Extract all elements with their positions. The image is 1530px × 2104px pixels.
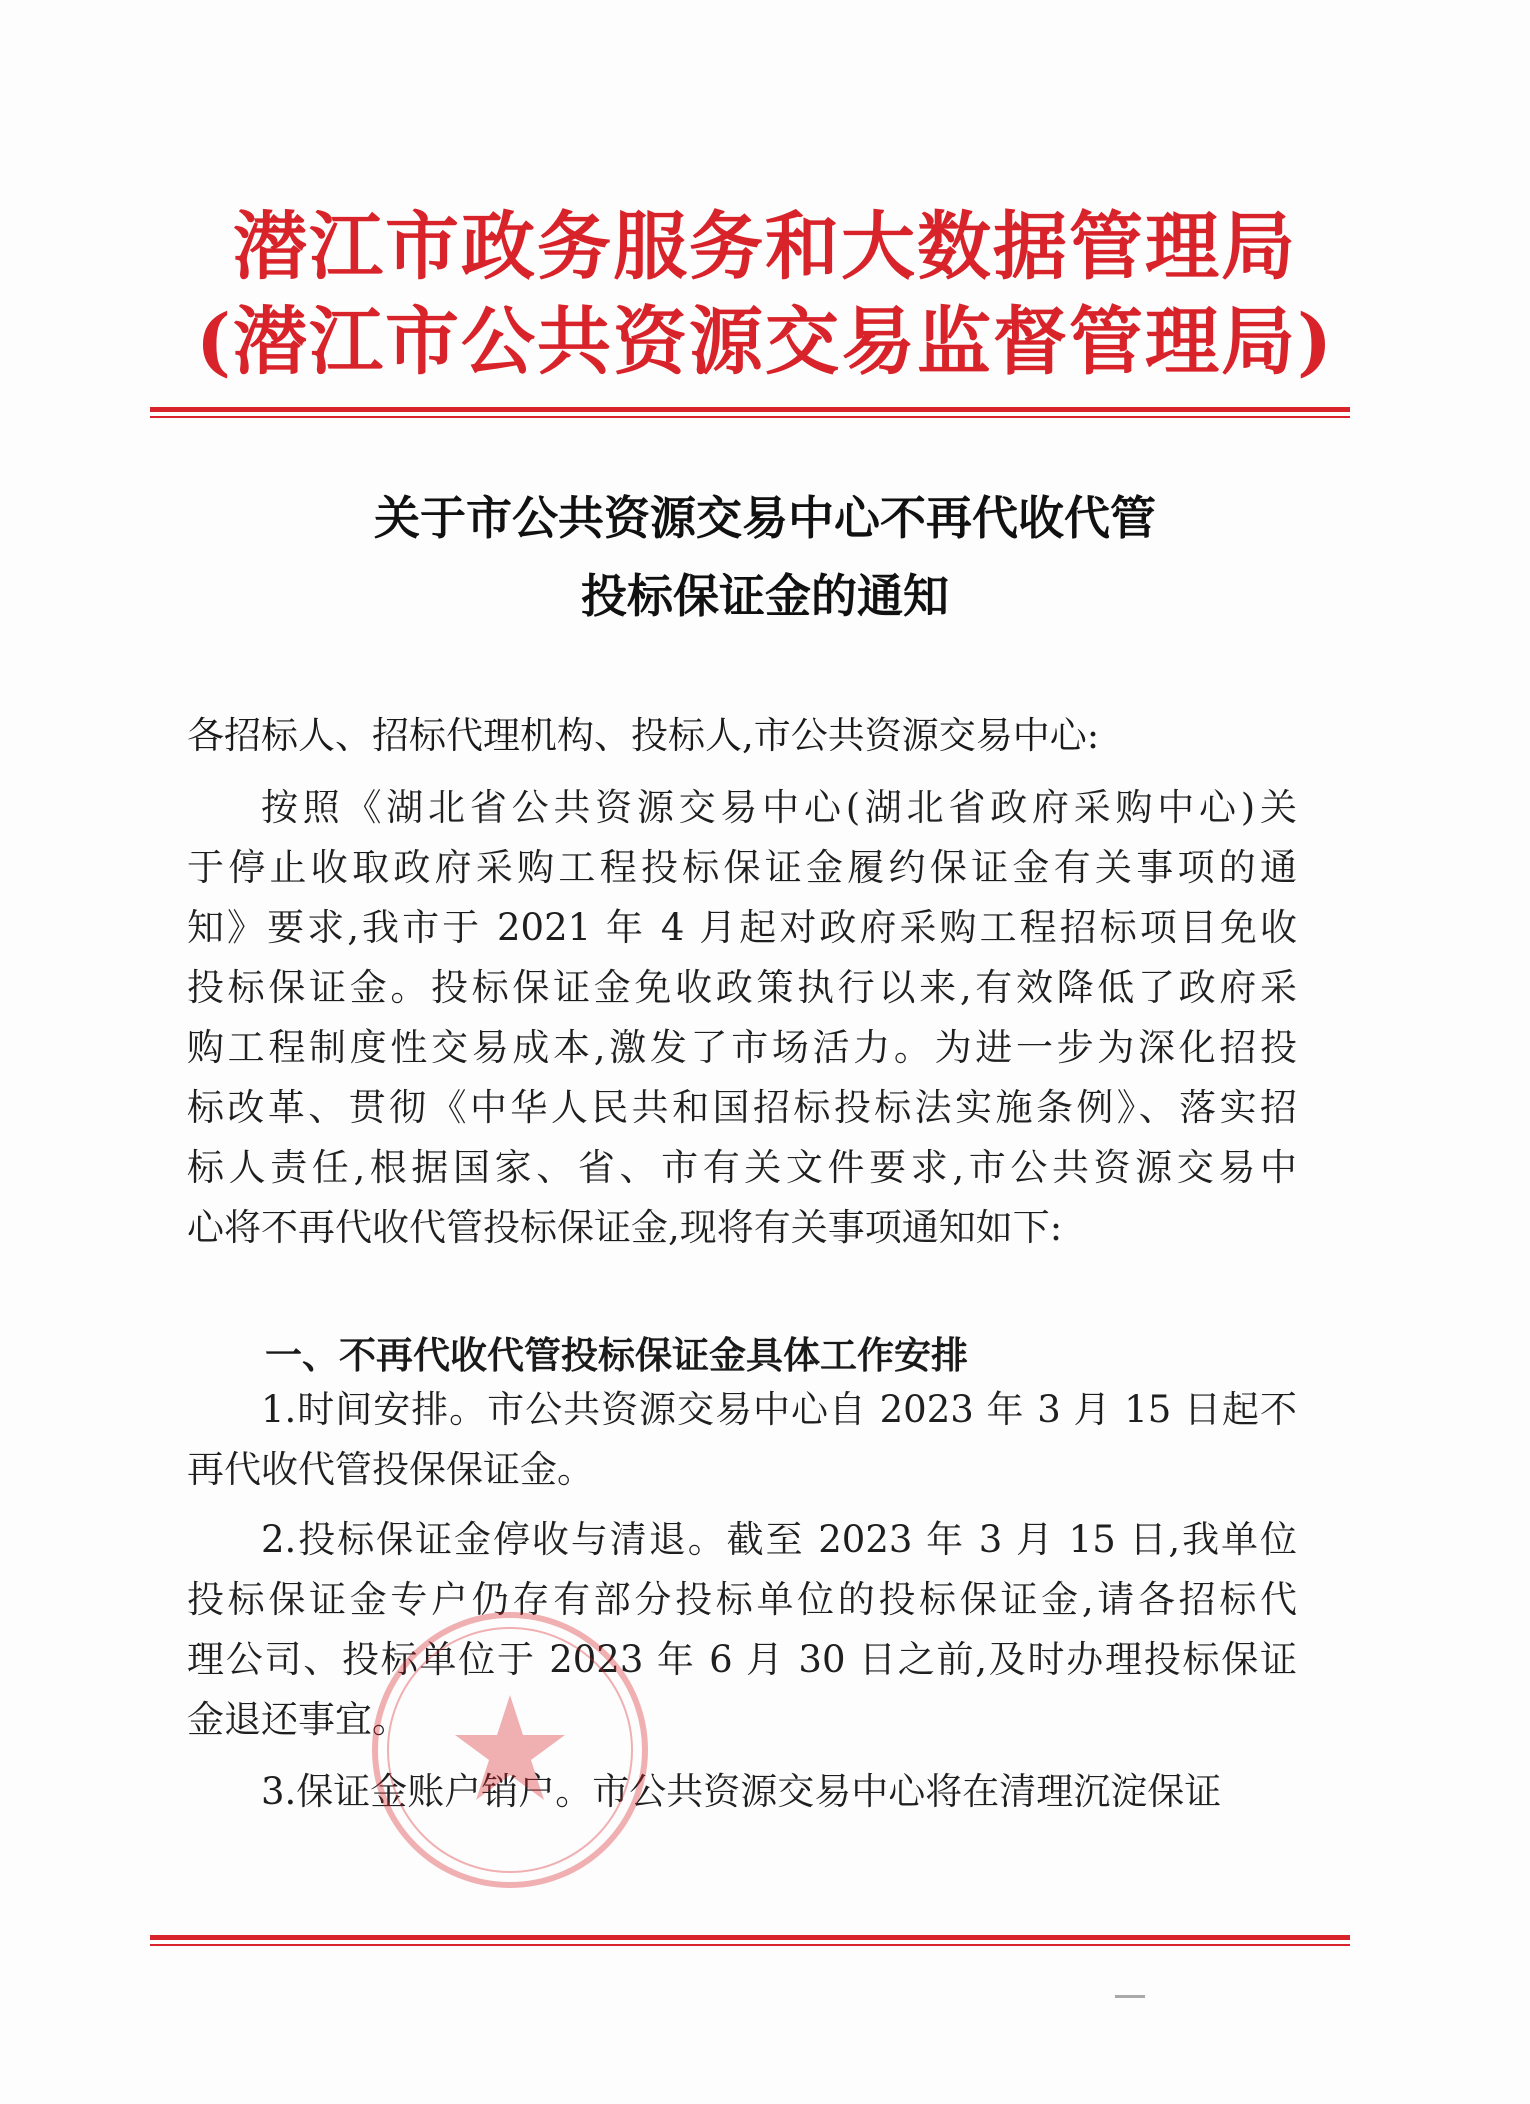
section-heading: 一、不再代收代管投标保证金具体工作安排 xyxy=(265,1334,968,1377)
salutation: 各招标人、招标代理机构、投标人,市公共资源交易中心: xyxy=(187,714,1100,757)
text-line: 再代收代管投保保证金。 xyxy=(187,1448,594,1491)
page-mark xyxy=(1115,1995,1145,2004)
text-line: 3.保证金账户销户。市公共资源交易中心将在清理沉淀保证 xyxy=(261,1770,1222,1813)
text-line: 2.投标保证金停收与清退。截至 2023 年 3 月 15 日,我单位 xyxy=(261,1518,1297,1561)
notice-title-line1: 关于市公共资源交易中心不再代收代管 xyxy=(374,491,1156,545)
text-line: 投标保证金专户仍存有部分投标单位的投标保证金,请各招标代 xyxy=(187,1578,1297,1621)
item-deposit-refund xyxy=(187,1510,1297,1750)
text-line: 按照《湖北省公共资源交易中心(湖北省政府采购中心)关 xyxy=(261,786,1297,829)
footer-rule-thin xyxy=(150,1944,1350,1946)
text-line: 理公司、投标单位于 2023 年 6 月 30 日之前,及时办理投标保证 xyxy=(187,1638,1297,1681)
official-seal-icon xyxy=(360,1600,660,1900)
text-line: 标改革、贯彻《中华人民共和国招标投标法实施条例》、落实招 xyxy=(187,1086,1297,1129)
text-line: 心将不再代收代管投标保证金,现将有关事项通知如下: xyxy=(187,1206,1063,1249)
text-line: 投标保证金。投标保证金免收政策执行以来,有效降低了政府采 xyxy=(187,966,1297,1009)
header-rule-thin xyxy=(150,416,1350,418)
text-line: 于停止收取政府采购工程投标保证金履约保证金有关事项的通 xyxy=(187,846,1297,889)
text-line: 1.时间安排。市公共资源交易中心自 2023 年 3 月 15 日起不 xyxy=(261,1388,1297,1431)
text-line: 知》要求,我市于 2021 年 4 月起对政府采购工程招标项目免收 xyxy=(187,906,1297,949)
header-rule-thick xyxy=(150,407,1350,412)
text-line: 标人责任,根据国家、省、市有关文件要求,市公共资源交易中 xyxy=(187,1146,1297,1189)
text-line: 金退还事宜。 xyxy=(187,1698,409,1741)
footer-rule-thick xyxy=(150,1935,1350,1940)
issuer-name: 潜江市政务服务和大数据管理局 xyxy=(233,204,1297,290)
paragraph-intro xyxy=(187,778,1297,1258)
item-time-arrangement xyxy=(187,1380,1297,1500)
item-account-closure xyxy=(187,1762,1297,1822)
issuer-name-secondary: (潜江市公共资源交易监督管理局) xyxy=(195,299,1335,385)
notice-title-line2: 投标保证金的通知 xyxy=(581,569,949,623)
text-line: 购工程制度性交易成本,激发了市场活力。为进一步为深化招投 xyxy=(187,1026,1297,1069)
